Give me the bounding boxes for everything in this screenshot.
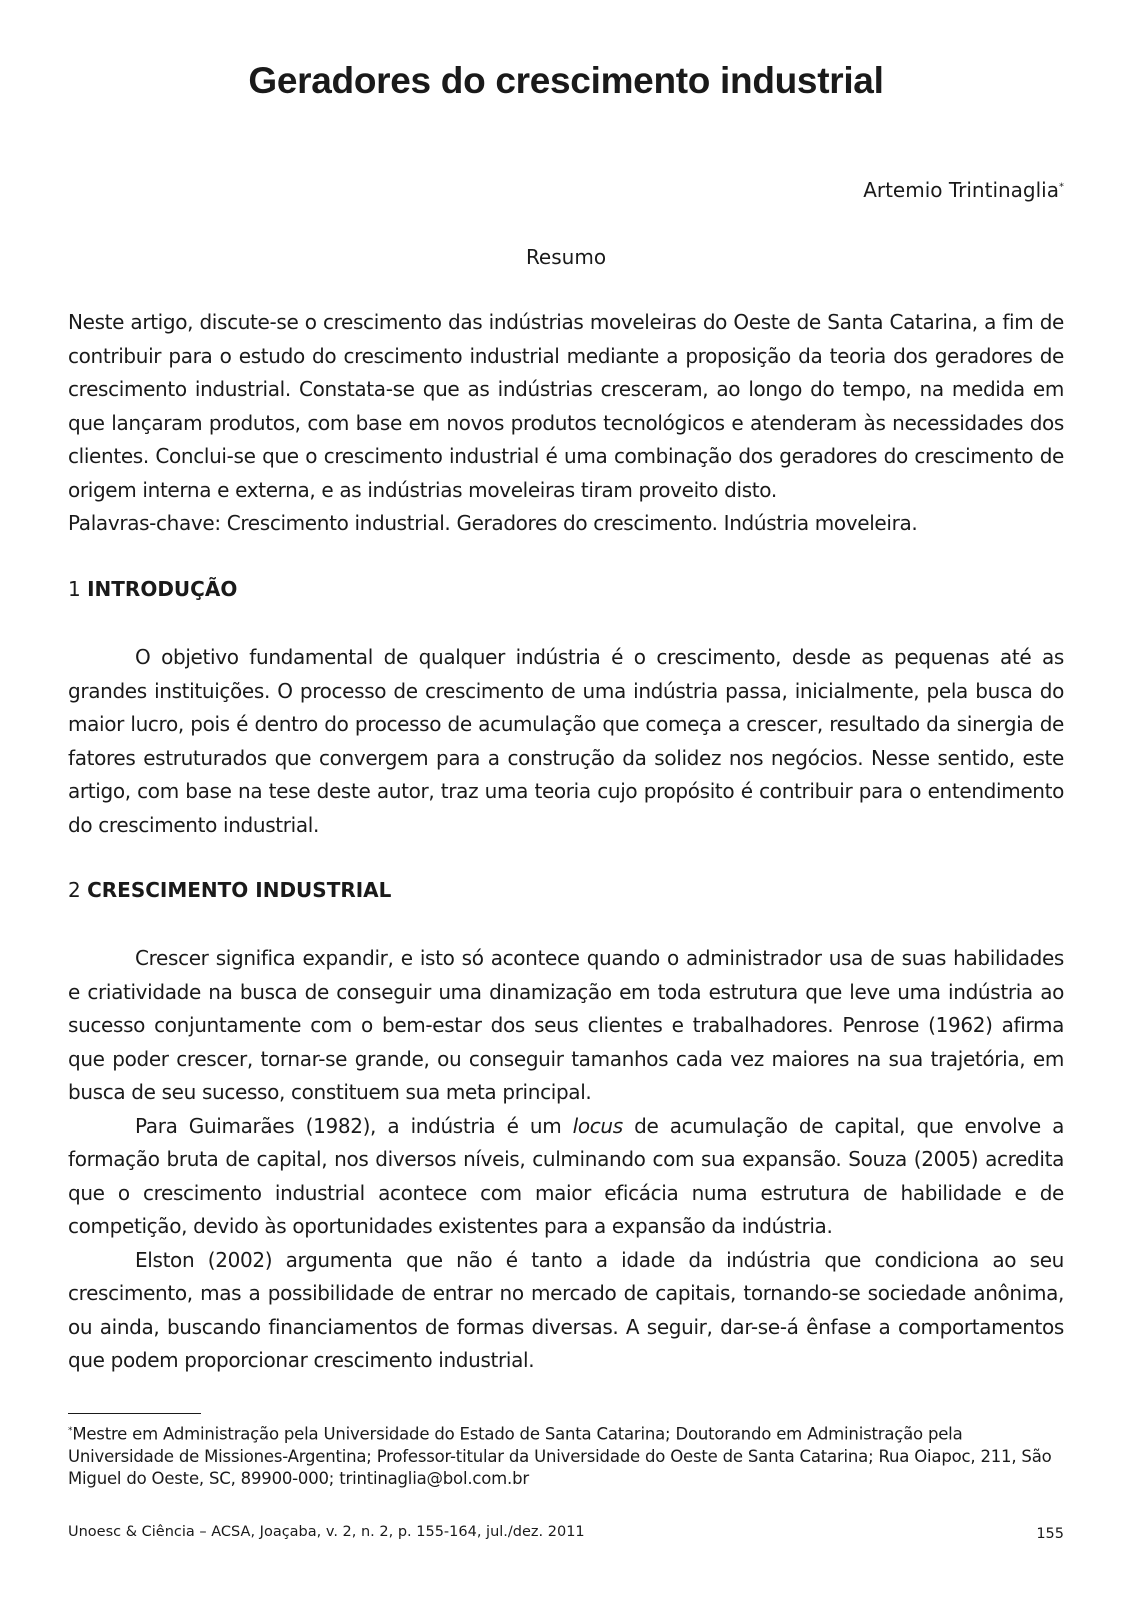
paragraph-text: Para Guimarães (1982), a indústria é um (135, 1113, 573, 1138)
author-footnote (68, 1420, 1064, 1490)
footnote-marker: * (68, 1426, 73, 1436)
paragraph-text: de acumulação de capital, que envolve a formação bruta de capital, nos diversos níveis, culminando com sua expansão. Souza (2005) acredita que o crescimento industrial acontece com maior eficácia numa estrutura de habilidade e de competição, devido às oportunidades existentes para a expansão da indústria. (68, 1113, 1064, 1238)
page-number: 155 (1036, 1526, 1064, 1542)
article-title: Geradores do crescimento industrial (248, 60, 884, 101)
italic-term: locus (572, 1113, 623, 1138)
section-crescimento-industrial-body (68, 942, 1064, 1378)
abstract-heading: Resumo (525, 245, 607, 269)
abstract-keywords: Palavras-chave: Crescimento industrial. Geradores do crescimento. Indústria moveleira. (68, 511, 918, 535)
section-title: INTRODUÇÃO (87, 577, 238, 601)
author-byline (863, 178, 1064, 202)
section-heading-crescimento-industrial (68, 878, 391, 902)
paragraph: O objetivo fundamental de qualquer indústria é o crescimento, desde as pequenas até as grandes instituições. O processo de crescimento de uma indústria passa, inicialmente, pela busca do maior lucro, pois é dentro do processo de acumulação que começa a crescer, resultado da sinergia de fatores estruturados que convergem para a construção da solidez nos negócios. Nesse sentido, este artigo, com base na tese deste autor, traz uma teoria cujo propósito é contribuir para o entendimento do crescimento industrial. (68, 645, 1064, 837)
journal-citation-footer: Unoesc & Ciência – ACSA, Joaçaba, v. 2, n. 2, p. 155-164, jul./dez. 2011 (68, 1524, 585, 1540)
section-heading-introduction (68, 577, 237, 601)
section-introduction-body (68, 641, 1064, 842)
abstract (68, 306, 1064, 541)
author-footnote-marker: * (1059, 181, 1064, 193)
section-number: 2 (68, 878, 81, 902)
section-title: CRESCIMENTO INDUSTRIAL (87, 878, 392, 902)
footnote-text: Mestre em Administração pela Universidade do Estado de Santa Catarina; Doutorando em Administração pela Universidade de Missiones-Argentina; Professor-titular da Universidade do Oeste de Santa Catarina; Rua Oiapoc, 211, São Miguel do Oeste, SC, 89900-000; trintinaglia@bol.com.br (68, 1424, 1052, 1488)
footnote-divider (68, 1413, 201, 1414)
abstract-text: Neste artigo, discute-se o crescimento das indústrias moveleiras do Oeste de Santa Catarina, a fim de contribuir para o estudo do crescimento industrial mediante a proposição da teoria dos geradores de crescimento industrial. Constata-se que as indústrias cresceram, ao longo do tempo, na medida em que lançaram produtos, com base em novos produtos tecnológicos e atenderam às necessidades dos clientes. Conclui-se que o crescimento industrial é uma combinação dos geradores do crescimento de origem interna e externa, e as indústrias moveleiras tiram proveito disto. (68, 310, 1064, 502)
paragraph: Crescer significa expandir, e isto só acontece quando o administrador usa de suas habilidades e criatividade na busca de conseguir uma dinamização em toda estrutura que leve uma indústria ao sucesso conjuntamente com o bem-estar dos seus clientes e trabalhadores. Penrose (1962) afirma que poder crescer, tornar-se grande, ou conseguir tamanhos cada vez maiores na sua trajetória, em busca de seu sucesso, constituem sua meta principal. (68, 946, 1064, 1104)
section-number: 1 (68, 577, 81, 601)
paragraph (68, 1110, 1064, 1244)
paper-page (68, 0, 1064, 1600)
paragraph: Elston (2002) argumenta que não é tanto a idade da indústria que condiciona ao seu crescimento, mas a possibilidade de entrar no mercado de capitais, tornando-se sociedade anônima, ou ainda, buscando financiamentos de formas diversas. A seguir, dar-se-á ênfase a comportamentos que podem proporcionar crescimento industrial. (68, 1247, 1064, 1372)
author-name: Artemio Trintinaglia (863, 178, 1059, 202)
